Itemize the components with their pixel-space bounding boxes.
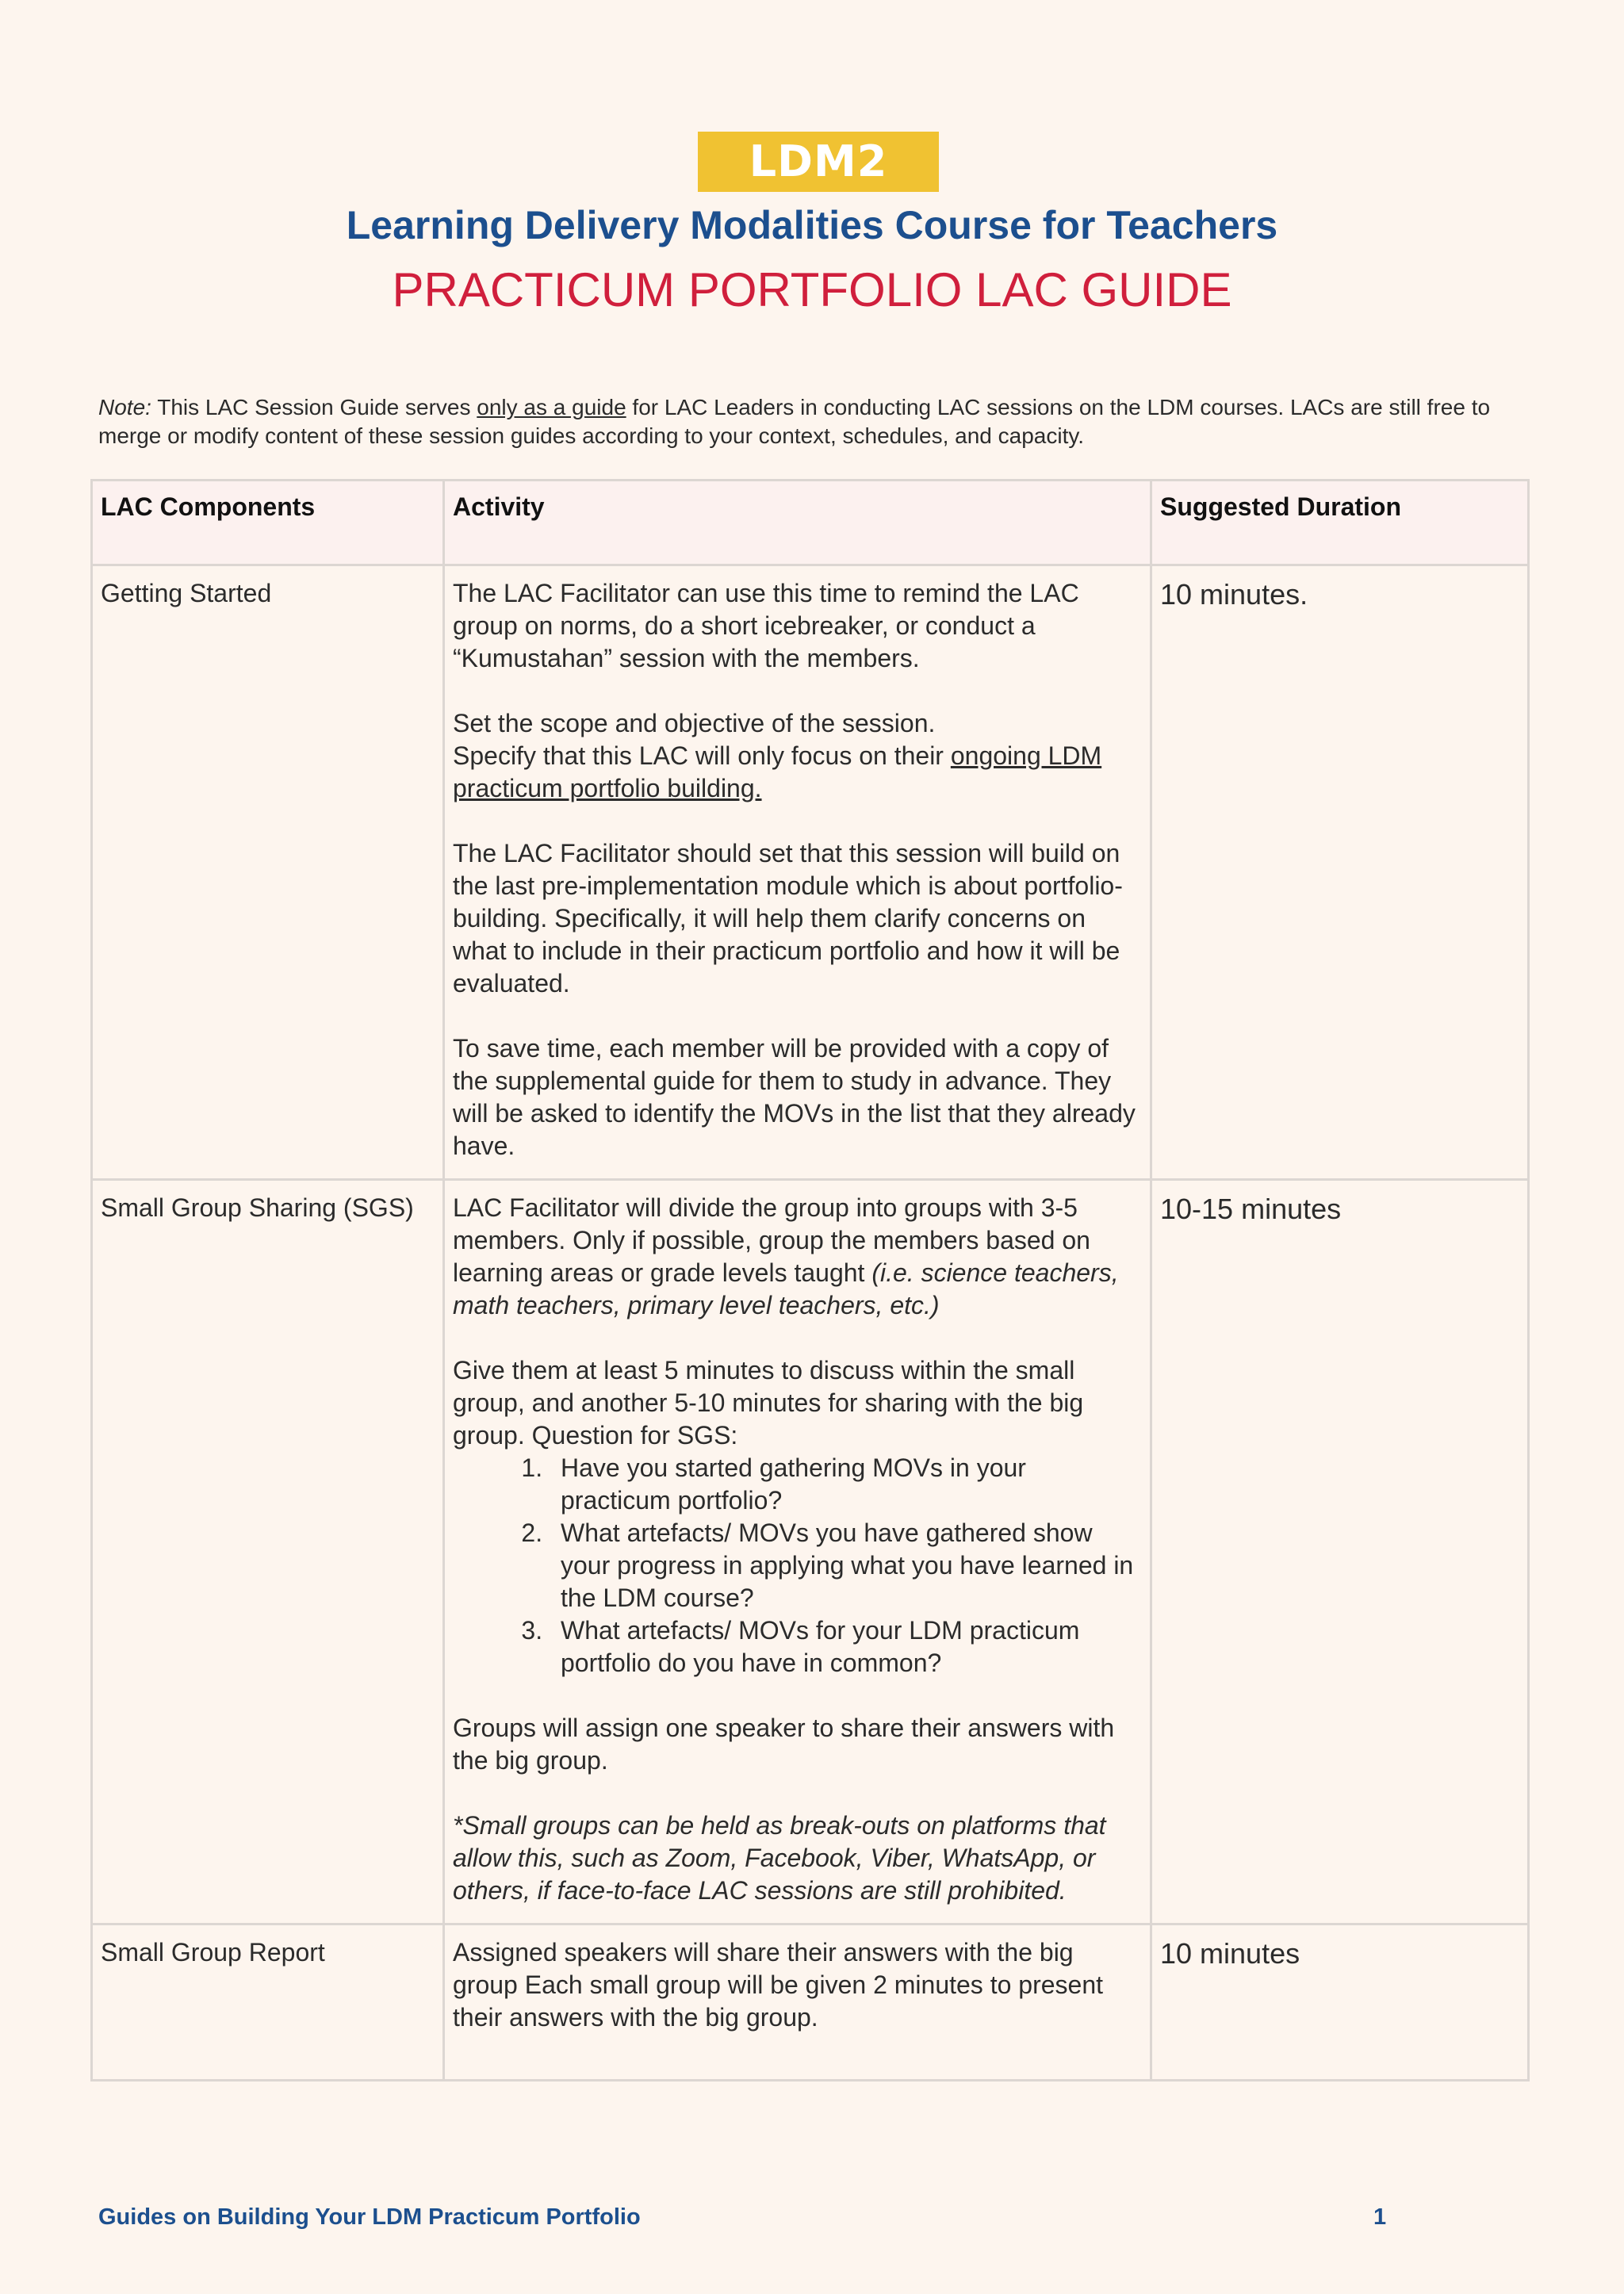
activity-paragraph bbox=[453, 1192, 1142, 1322]
duration-cell: 10 minutes. bbox=[1151, 565, 1529, 1180]
activity-cell bbox=[444, 1180, 1151, 1924]
duration-cell: 10 minutes bbox=[1151, 1924, 1529, 2081]
activity-text: Specify that this LAC will only focus on their bbox=[453, 741, 951, 770]
note-text-after: for LAC Leaders in conducting LAC sessions on the LDM courses. LACs are still free to merge or modify content of these session guides according to your context, schedules, and capacity. bbox=[98, 395, 1491, 448]
activity-paragraph: Give them at least 5 minutes to discuss within the small group, and another 5-10 minutes for sharing with the big group. Question for SGS: bbox=[453, 1356, 1084, 1450]
component-cell: Getting Started bbox=[92, 565, 444, 1180]
header-activity: Activity bbox=[444, 481, 1151, 565]
footer-title: Guides on Building Your LDM Practicum Portfolio bbox=[98, 2204, 641, 2230]
sgs-question: 1. Have you started gathering MOVs in your practicum portfolio? bbox=[550, 1452, 1142, 1517]
activity-italic-text: (i.e. science teachers, math teachers, primary level teachers, etc.) bbox=[453, 1258, 1119, 1319]
activity-paragraph: Set the scope and objective of the session. bbox=[453, 709, 936, 737]
note-text-before: This LAC Session Guide serves bbox=[151, 395, 477, 419]
note-paragraph bbox=[98, 393, 1534, 450]
header-lac-components: LAC Components bbox=[92, 481, 444, 565]
course-badge: LDM2 bbox=[698, 132, 939, 192]
note-underlined: only as a guide bbox=[477, 395, 626, 419]
activity-paragraph: Assigned speakers will share their answers with the big group Each small group will be given 2 minutes to present their answers with the big group. bbox=[453, 1938, 1103, 2032]
sgs-question: 2. What artefacts/ MOVs you have gathered show your progress in applying what you have learned in the LDM course? bbox=[550, 1517, 1142, 1614]
component-cell: Small Group Sharing (SGS) bbox=[92, 1180, 444, 1924]
activity-paragraph: The LAC Facilitator can use this time to remind the LAC group on norms, do a short icebreaker, or conduct a “Kumustahan” session with the members. bbox=[453, 579, 1079, 672]
activity-paragraph bbox=[453, 740, 1142, 805]
activity-cell bbox=[444, 1924, 1151, 2081]
page-number: 1 bbox=[1373, 2204, 1387, 2230]
table-row bbox=[92, 1180, 1529, 1924]
note-label: Note: bbox=[98, 395, 151, 419]
table-header-row bbox=[92, 481, 1529, 565]
sgs-question-list bbox=[453, 1452, 1142, 1679]
table-row bbox=[92, 1924, 1529, 2081]
activity-italic-text: *Small groups can be held as break-outs on platforms that allow this, such as Zoom, Facebook, Viber, WhatsApp, or others, if face-to-face LAC sessions are still prohibited. bbox=[453, 1811, 1106, 1905]
activity-italic-note bbox=[453, 1810, 1142, 1907]
lac-guide-table bbox=[90, 479, 1530, 2081]
activity-paragraph: Groups will assign one speaker to share their answers with the big group. bbox=[453, 1714, 1115, 1775]
activity-paragraph: To save time, each member will be provided with a copy of the supplemental guide for them to study in advance. They will be asked to identify the MOVs in the list that they already have. bbox=[453, 1034, 1136, 1160]
sgs-question: 3. What artefacts/ MOVs for your LDM practicum portfolio do you have in common? bbox=[550, 1614, 1142, 1679]
component-cell: Small Group Report bbox=[92, 1924, 444, 2081]
activity-text: LAC Facilitator will divide the group into groups with 3-5 members. Only if possible, group the members based on learning areas or grade levels taught bbox=[453, 1193, 1090, 1287]
duration-cell: 10-15 minutes bbox=[1151, 1180, 1529, 1924]
header-suggested-duration: Suggested Duration bbox=[1151, 481, 1529, 565]
activity-underlined-text: ongoing LDM practicum portfolio building. bbox=[453, 741, 1102, 802]
table-row bbox=[92, 565, 1529, 1180]
activity-paragraph: The LAC Facilitator should set that this session will build on the last pre-implementation module which is about portfolio-building. Specifically, it will help them clarify concerns on what to include in their practicum portfolio and how it will be evaluated. bbox=[453, 839, 1123, 998]
page-subtitle: PRACTICUM PORTFOLIO LAC GUIDE bbox=[392, 263, 1232, 316]
activity-cell bbox=[444, 565, 1151, 1180]
page-title: Learning Delivery Modalities Course for Teachers bbox=[346, 203, 1278, 247]
